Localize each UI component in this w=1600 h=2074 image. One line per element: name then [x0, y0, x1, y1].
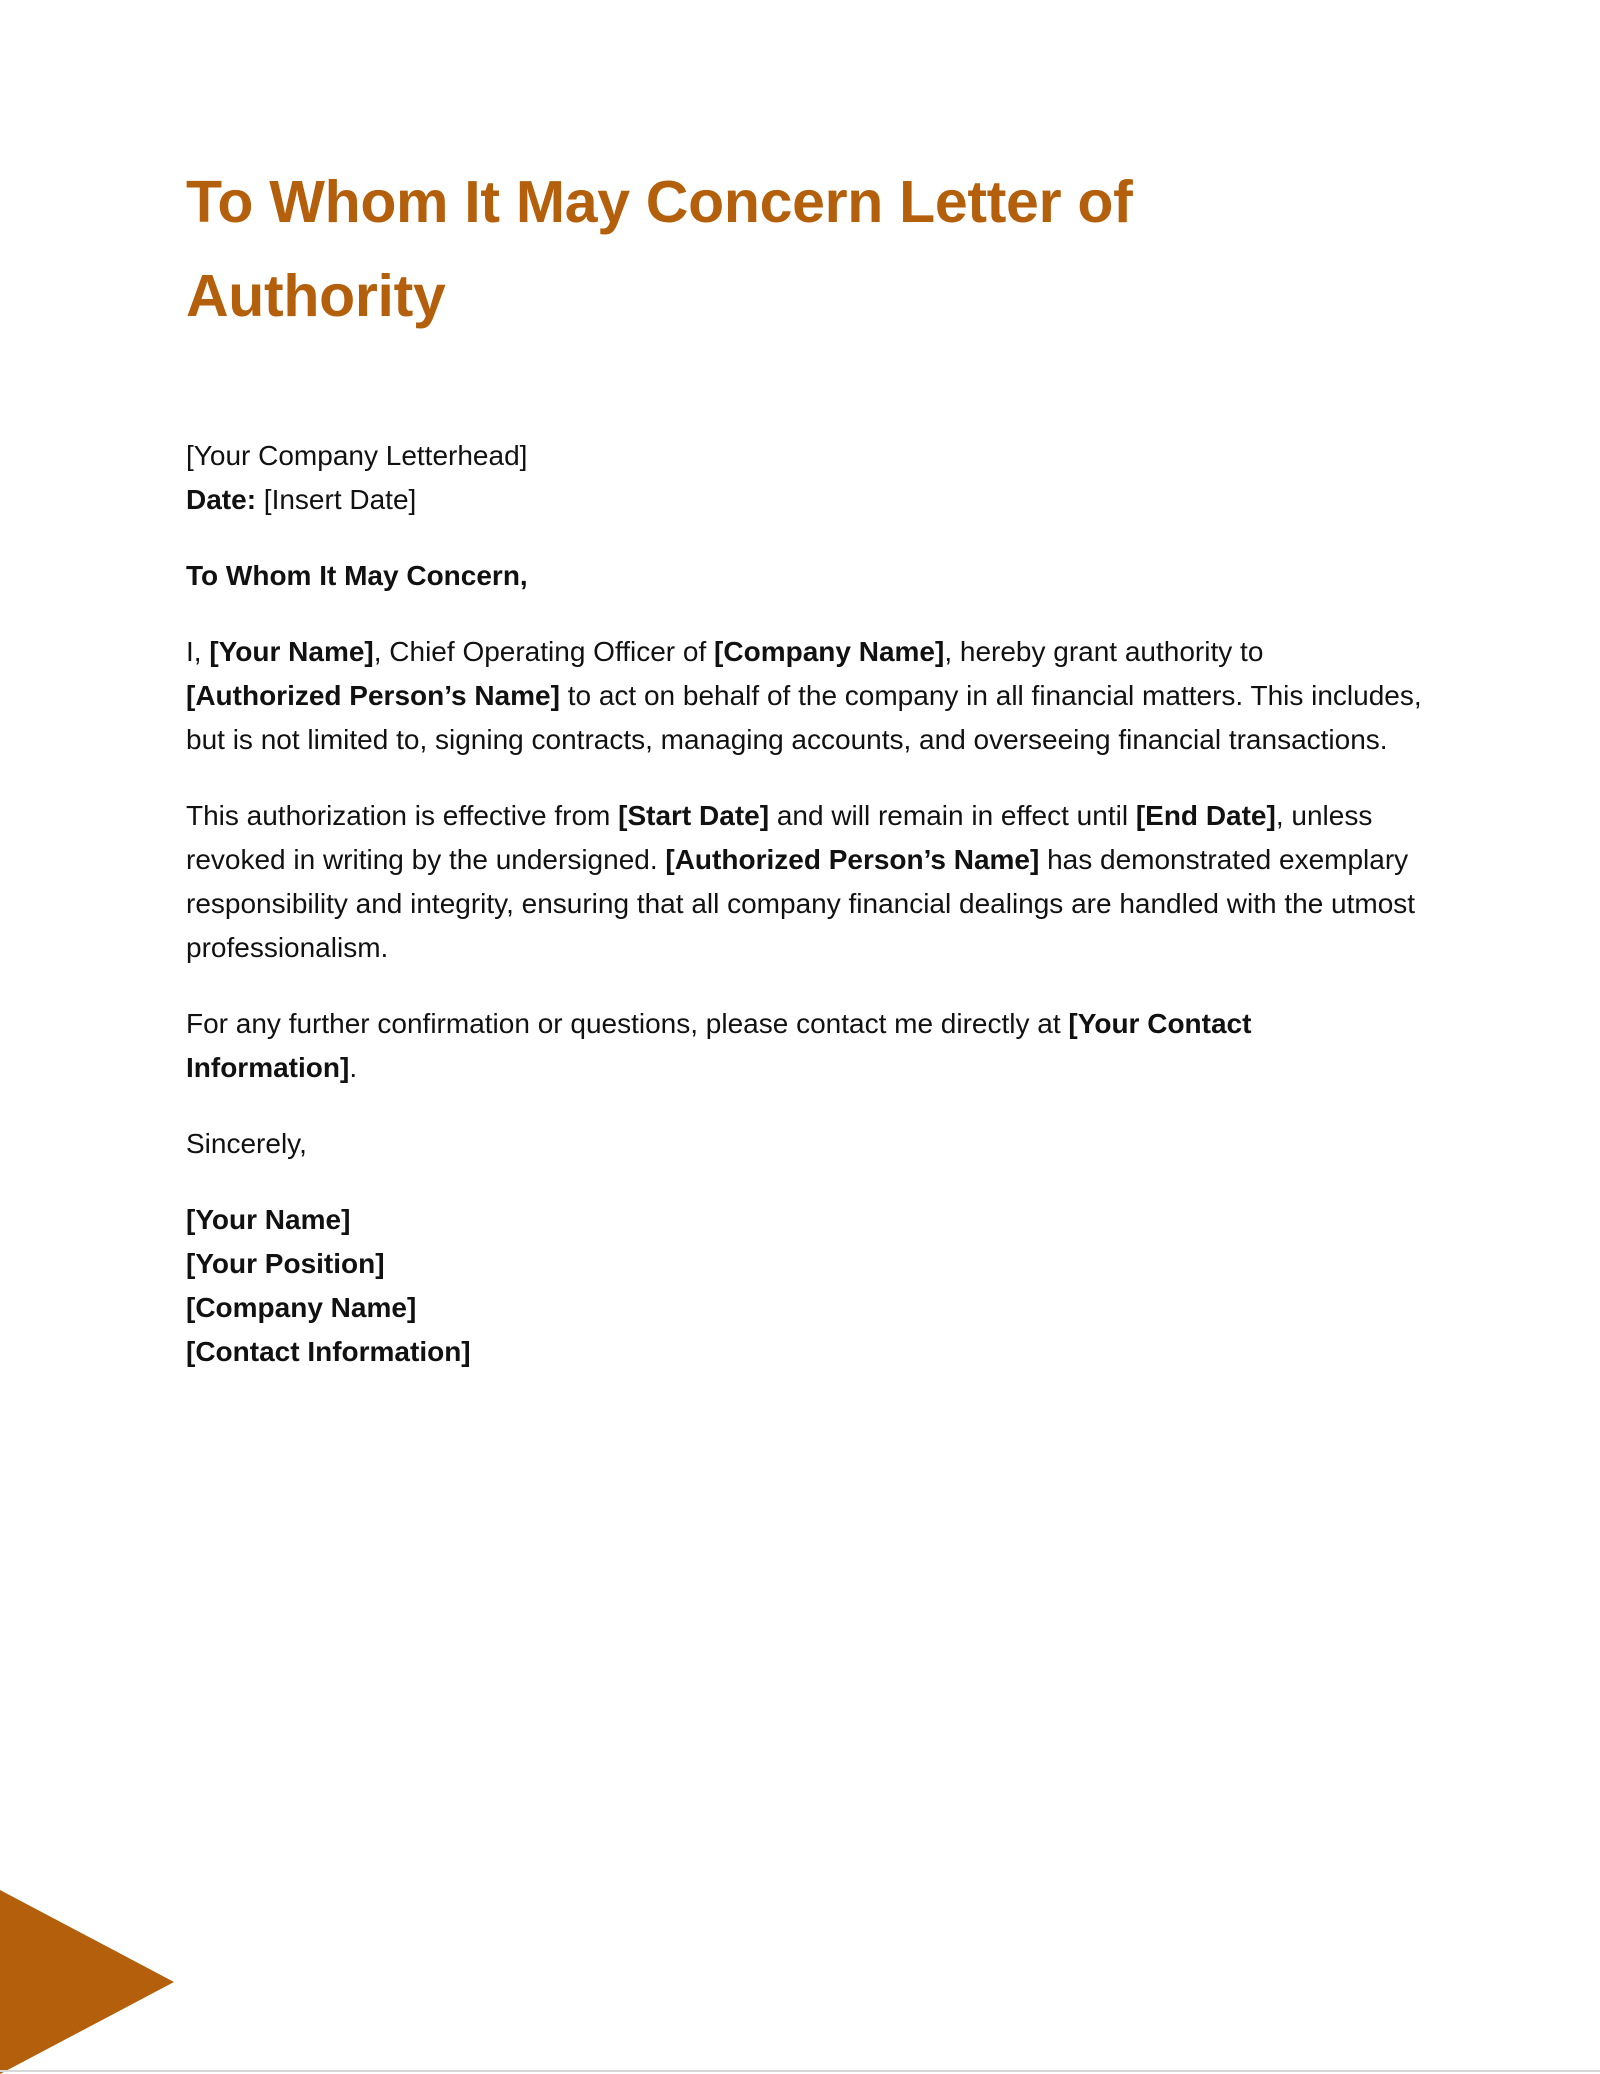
date-line — [186, 478, 1426, 522]
authorized-person-placeholder: [Authorized Person’s Name] — [665, 844, 1040, 875]
your-name-placeholder: [Your Name] — [209, 636, 374, 667]
triangle-shape — [0, 1890, 174, 2074]
paragraph-effective-period — [186, 794, 1426, 970]
signature-company: [Company Name] — [186, 1292, 417, 1323]
p1-text-3: , hereby grant authority to — [944, 636, 1264, 667]
document-title: To Whom It May Concern Letter of Authority — [186, 169, 1133, 329]
signature-contact: [Contact Information] — [186, 1336, 471, 1367]
signature-name: [Your Name] — [186, 1204, 351, 1235]
p1-text-2: , Chief Operating Officer of — [373, 636, 715, 667]
signature-block — [186, 1198, 1426, 1374]
p2-text-4: has demonstrated exemplary responsibility and integrity, ensuring that all company financial dealings are handled with the utmost professionalism. — [186, 844, 1416, 963]
p1-text-4: to act on behalf of the company in all financial matters. This includes, but is not limited to, signing contracts, managing accounts, and overseeing financial transactions. — [186, 680, 1422, 755]
date-value: [Insert Date] — [256, 484, 417, 515]
paragraph-authority-grant — [186, 630, 1426, 762]
decorative-triangle — [0, 1890, 174, 2074]
authorized-person-placeholder: [Authorized Person’s Name] — [186, 680, 560, 711]
signature-position: [Your Position] — [186, 1248, 385, 1279]
paragraph-contact — [186, 1002, 1426, 1090]
p1-text-1: I, — [186, 636, 210, 667]
contact-information-placeholder: [Your Contact Information] — [186, 1008, 1252, 1083]
p2-text-1: This authorization is effective from — [186, 800, 619, 831]
salutation: To Whom It May Concern, — [186, 560, 528, 591]
letter-header — [186, 434, 1426, 522]
date-label: Date: — [186, 484, 257, 515]
p3-text-1: For any further confirmation or questions, please contact me directly at — [186, 1008, 1069, 1039]
p3-text-2: . — [349, 1052, 358, 1083]
p2-text-2: and will remain in effect until — [769, 800, 1136, 831]
closing: Sincerely, — [186, 1128, 307, 1159]
company-name-placeholder: [Company Name] — [714, 636, 945, 667]
letter-body — [186, 434, 1426, 1406]
letterhead-placeholder: [Your Company Letterhead] — [186, 440, 528, 471]
end-date-placeholder: [End Date] — [1135, 800, 1276, 831]
start-date-placeholder: [Start Date] — [618, 800, 770, 831]
p2-text-3: , unless revoked in writing by the undersigned. — [186, 800, 1373, 875]
